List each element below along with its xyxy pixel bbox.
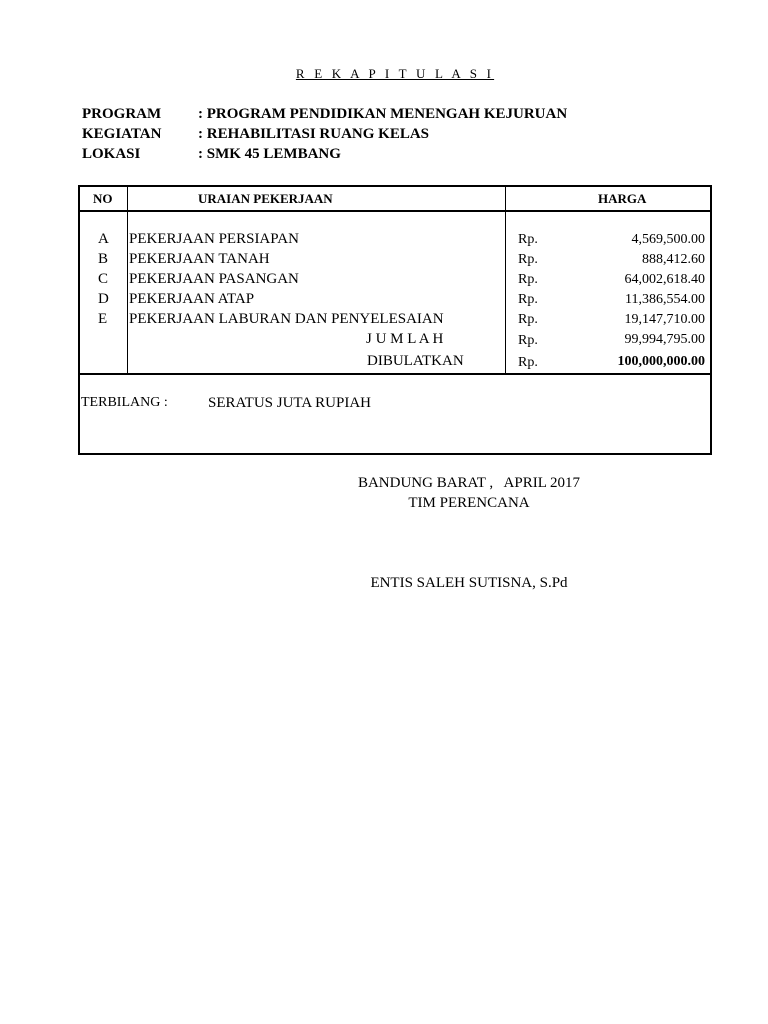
program-label: PROGRAM	[82, 106, 162, 122]
jumlah-amount: 99,994,795.00	[624, 332, 705, 347]
row-no: D	[98, 291, 109, 307]
row-uraian: PEKERJAAN ATAP	[129, 291, 255, 307]
row-amount: 19,147,710.00	[624, 312, 705, 327]
terbilang-label: TERBILANG :	[81, 395, 168, 410]
row-uraian: PEKERJAAN LABURAN DAN PENYELESAIAN	[129, 311, 444, 327]
recap-table	[78, 185, 712, 455]
column-header-no: NO	[93, 191, 113, 206]
jumlah-label: J U M L A H	[366, 331, 444, 347]
row-no: E	[98, 311, 108, 327]
row-no: C	[98, 271, 109, 287]
signature-team: TIM PERENCANA	[408, 495, 530, 511]
row-currency: Rp.	[518, 232, 538, 247]
column-divider-no	[127, 187, 128, 373]
lokasi-label: LOKASI	[82, 146, 141, 162]
dibulatkan-currency: Rp.	[518, 355, 538, 370]
signature-name: ENTIS SALEH SUTISNA, S.Pd	[370, 575, 568, 591]
lokasi-value: : SMK 45 LEMBANG	[198, 146, 341, 162]
row-amount: 4,569,500.00	[631, 232, 705, 247]
row-amount: 64,002,618.40	[624, 272, 705, 287]
row-currency: Rp.	[518, 252, 538, 267]
dibulatkan-label: DIBULATKAN	[367, 353, 464, 369]
program-value: : PROGRAM PENDIDIKAN MENENGAH KEJURUAN	[198, 106, 568, 122]
jumlah-currency: Rp.	[518, 333, 538, 348]
row-no: B	[98, 251, 109, 267]
signature-place-date: BANDUNG BARAT , APRIL 2017	[357, 475, 581, 491]
document-title: R E K A P I T U L A S I	[295, 66, 495, 81]
row-currency: Rp.	[518, 292, 538, 307]
row-uraian: PEKERJAAN PASANGAN	[129, 271, 299, 287]
column-header-harga: HARGA	[598, 191, 647, 206]
row-uraian: PEKERJAAN TANAH	[129, 251, 270, 267]
total-divider	[80, 373, 710, 375]
row-currency: Rp.	[518, 312, 538, 327]
row-no: A	[98, 231, 109, 247]
row-amount: 11,386,554.00	[625, 292, 705, 307]
kegiatan-value: : REHABILITASI RUANG KELAS	[198, 126, 430, 142]
row-currency: Rp.	[518, 272, 538, 287]
header-divider	[80, 210, 710, 212]
row-amount: 888,412.60	[642, 252, 705, 267]
column-header-uraian: URAIAN PEKERJAAN	[198, 191, 333, 206]
kegiatan-label: KEGIATAN	[82, 126, 162, 142]
dibulatkan-amount: 100,000,000.00	[617, 354, 705, 369]
row-uraian: PEKERJAAN PERSIAPAN	[129, 231, 299, 247]
column-divider-harga	[505, 187, 506, 373]
terbilang-value: SERATUS JUTA RUPIAH	[208, 395, 371, 411]
